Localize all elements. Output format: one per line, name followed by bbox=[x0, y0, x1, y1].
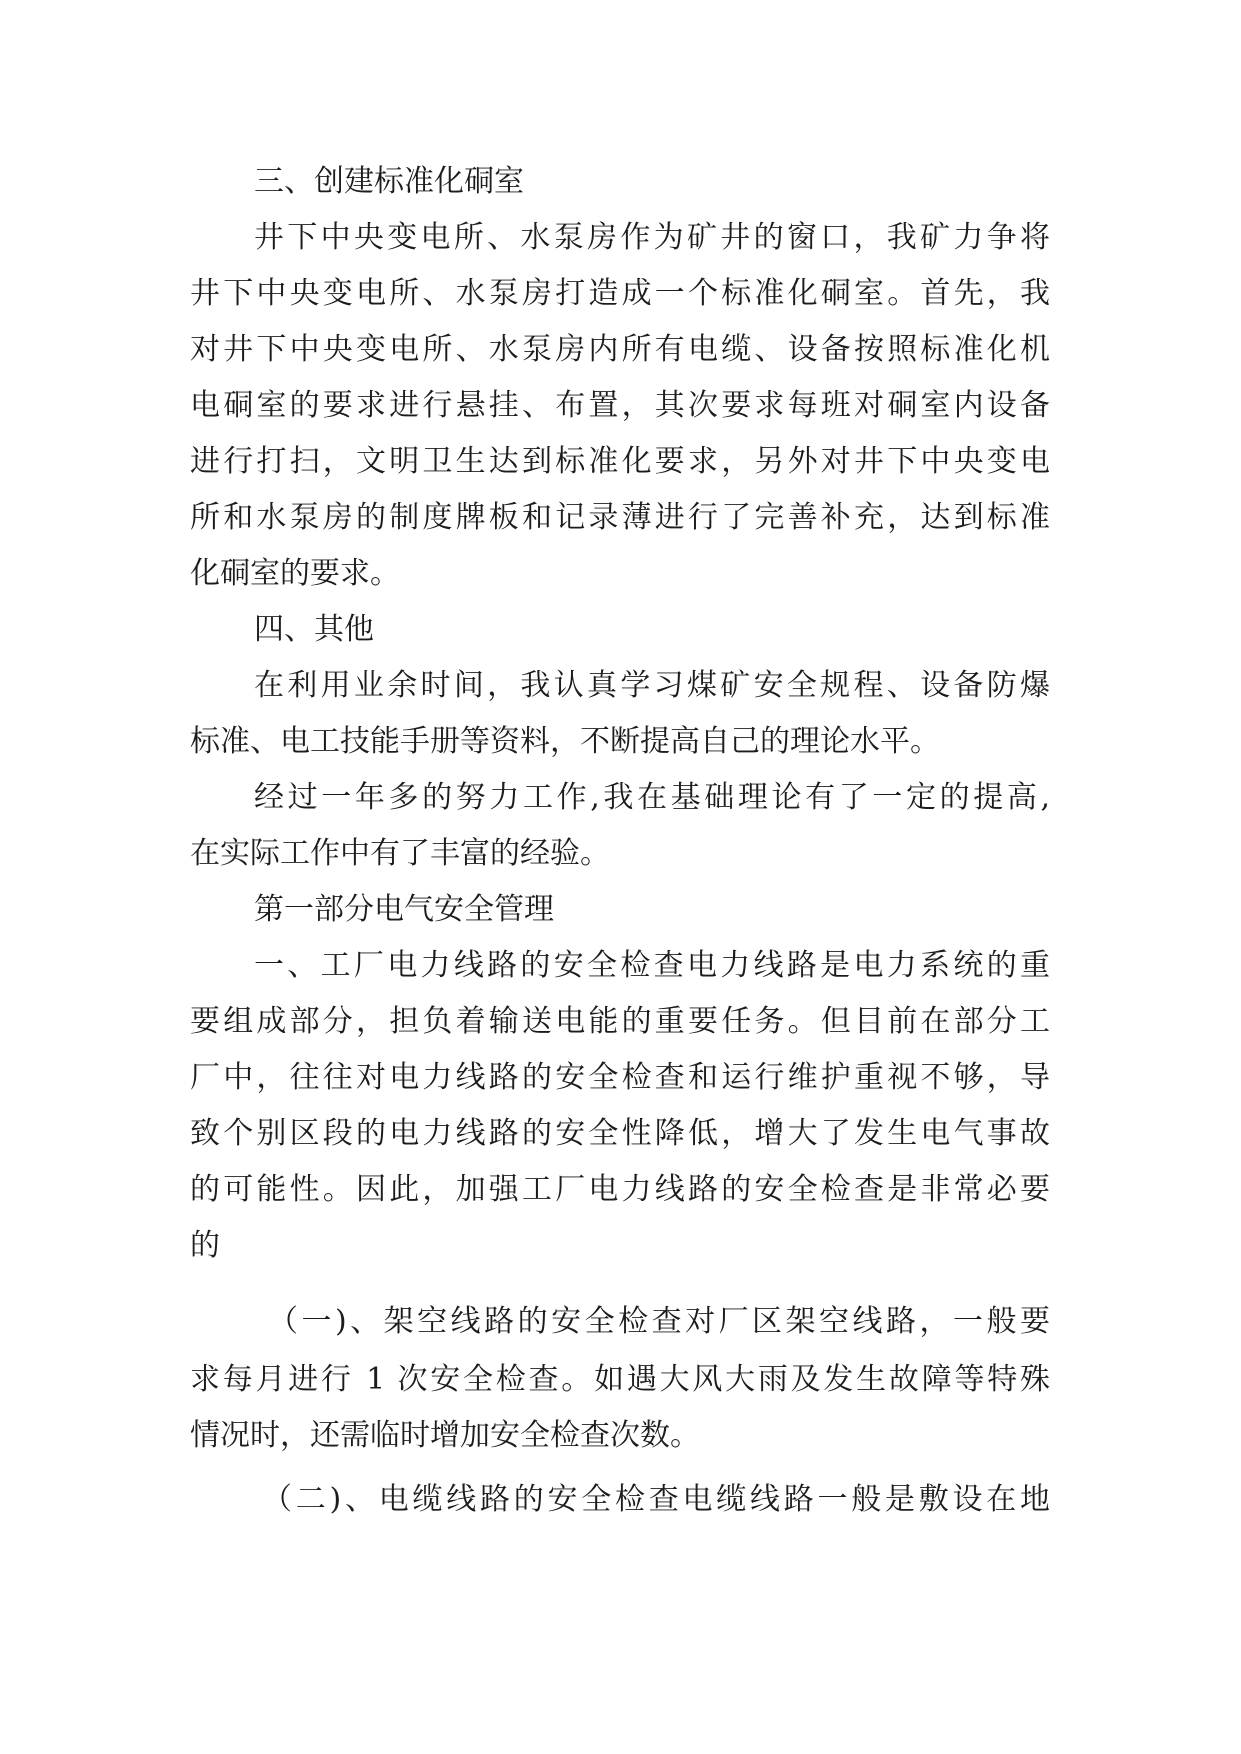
paragraph-line: 化硐室的要求。 bbox=[190, 556, 400, 591]
paragraph-line: 厂中，往往对电力线路的安全检查和运行维护重视不够，导 bbox=[190, 1060, 1050, 1095]
heading-section-3: 三、创建标准化硐室 bbox=[254, 164, 524, 199]
paragraph-line: （一)、架空线路的安全检查对厂区架空线路，一般要 bbox=[268, 1304, 1050, 1339]
heading-section-4: 四、其他 bbox=[254, 612, 374, 647]
paragraph-line: 井下中央变电所、水泵房打造成一个标准化硐室。首先，我 bbox=[190, 276, 1050, 311]
paragraph-line: 的 bbox=[190, 1228, 220, 1263]
paragraph-line: 在实际工作中有了丰富的经验。 bbox=[190, 836, 610, 871]
paragraph-line: 求每月进行 1 次安全检查。如遇大风大雨及发生故障等特殊 bbox=[190, 1362, 1050, 1397]
paragraph-line: 在利用业余时间，我认真学习煤矿安全规程、设备防爆 bbox=[254, 668, 1050, 703]
paragraph-line: 井下中央变电所、水泵房作为矿井的窗口，我矿力争将 bbox=[254, 220, 1050, 255]
paragraph-line: 情况时，还需临时增加安全检查次数。 bbox=[190, 1418, 700, 1453]
paragraph-line: 经过一年多的努力工作,我在基础理论有了一定的提高, bbox=[254, 780, 1050, 815]
paragraph-line: 对井下中央变电所、水泵房内所有电缆、设备按照标准化机 bbox=[190, 332, 1050, 367]
paragraph-line: 一、工厂电力线路的安全检查电力线路是电力系统的重 bbox=[254, 948, 1050, 983]
paragraph-line: 要组成部分，担负着输送电能的重要任务。但目前在部分工 bbox=[190, 1004, 1050, 1039]
paragraph-line: 进行打扫，文明卫生达到标准化要求，另外对井下中央变电 bbox=[190, 444, 1050, 479]
paragraph-line: 标准、电工技能手册等资料，不断提高自己的理论水平。 bbox=[190, 724, 940, 759]
heading-part-1: 第一部分电气安全管理 bbox=[254, 892, 554, 927]
paragraph-line: 所和水泵房的制度牌板和记录薄进行了完善补充，达到标准 bbox=[190, 500, 1050, 535]
paragraph-line: （二)、电缆线路的安全检查电缆线路一般是敷设在地 bbox=[262, 1482, 1050, 1517]
paragraph-line: 的可能性。因此，加强工厂电力线路的安全检查是非常必要 bbox=[190, 1172, 1050, 1207]
paragraph-line: 致个别区段的电力线路的安全性降低，增大了发生电气事故 bbox=[190, 1116, 1050, 1151]
paragraph-line: 电硐室的要求进行悬挂、布置，其次要求每班对硐室内设备 bbox=[190, 388, 1050, 423]
